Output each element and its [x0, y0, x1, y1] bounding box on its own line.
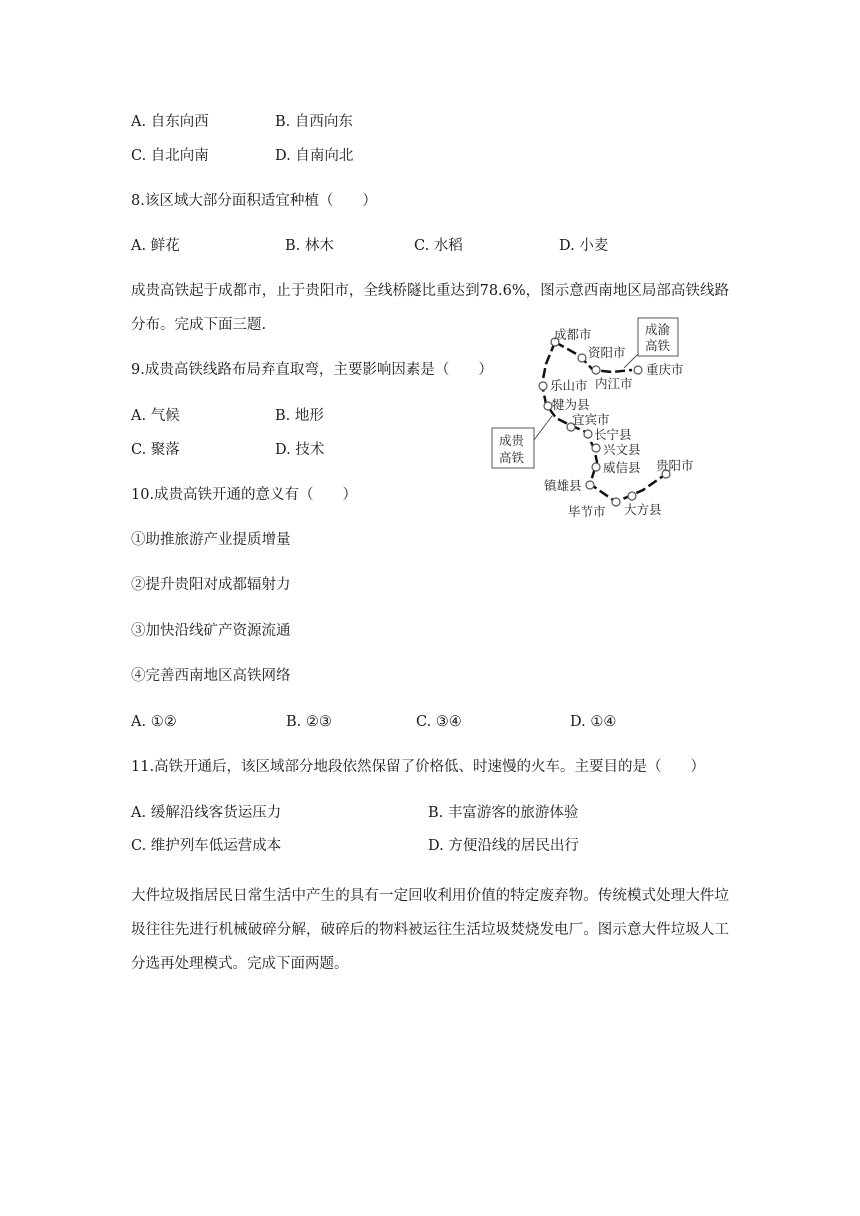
station-changning — [584, 430, 592, 438]
intro-paragraph-2: 大件垃圾指居民日常生活中产生的具有一定回收利用价值的特定废弃物。传统模式处理大件垃圾往往先进行机械破碎分解，破碎后的物料被运往生活垃圾焚烧发电厂。图示意大件垃圾人工分选再处理模式。完成下面两题。 — [131, 888, 729, 972]
chenggui-box-line2: 高铁 — [499, 450, 525, 465]
q7-option-c: C. 自北向南 — [131, 148, 209, 164]
q9-option-c: C. 聚落 — [131, 442, 180, 458]
q11-option-b: B. 丰富游客的旅游体验 — [428, 805, 579, 821]
label-neijiang: 内江市 — [595, 376, 633, 391]
railway-map — [490, 312, 710, 522]
q8-stem: 8.该区域大部分面积适宜种植（ ） — [131, 193, 377, 209]
q9-stem: 9.成贵高铁线路布局弃直取弯，主要影响因素是（ ） — [131, 362, 493, 378]
q11-stem: 11.高铁开通后，该区域部分地段依然保留了价格低、时速慢的火车。主要目的是（ ） — [131, 759, 706, 775]
label-bijie: 毕节市 — [568, 504, 606, 519]
q10-statement-3: ③加快沿线矿产资源流通 — [131, 623, 291, 639]
label-yibin: 宜宾市 — [572, 412, 610, 427]
q10-statement-2: ②提升贵阳对成都辐射力 — [131, 577, 291, 593]
station-leshan — [539, 382, 547, 390]
label-changning: 长宁县 — [594, 427, 632, 442]
label-weixin: 威信县 — [603, 460, 641, 475]
q11-option-c: C. 维护列车低运营成本 — [131, 838, 282, 854]
q10-option-d: D. ①④ — [570, 714, 617, 730]
q9-option-b: B. 地形 — [275, 408, 324, 424]
q8-option-c: C. 水稻 — [414, 238, 463, 254]
station-bijie — [612, 498, 620, 506]
station-jianwei — [544, 402, 552, 410]
label-ziyang: 资阳市 — [588, 345, 626, 360]
label-leshan: 乐山市 — [550, 378, 588, 393]
q10-option-c: C. ③④ — [416, 714, 462, 730]
label-chengdu: 成都市 — [554, 327, 592, 342]
q9-option-d: D. 技术 — [275, 442, 325, 458]
station-weixin — [592, 463, 600, 471]
label-xingwen: 兴文县 — [603, 442, 641, 457]
station-neijiang — [592, 366, 600, 374]
q11-option-d: D. 方便沿线的居民出行 — [428, 838, 579, 854]
station-chongqing — [634, 366, 642, 374]
chengyu-box-line2: 高铁 — [645, 338, 671, 353]
q7-option-b: B. 自西向东 — [275, 114, 353, 130]
label-dafang: 大方县 — [624, 502, 662, 517]
label-chongqing: 重庆市 — [646, 362, 684, 377]
station-ziyang — [578, 354, 586, 362]
intro-paragraph-1: 成贵高铁起于成都市，止于贵阳市，全线桥隧比重达到78.6%，图示意西南地区局部高铁线路分布。完成下面三题. — [131, 283, 729, 333]
station-zhenxiong — [586, 481, 594, 489]
q10-statement-4: ④完善西南地区高铁网络 — [131, 668, 291, 684]
station-xingwen — [592, 444, 600, 452]
q10-option-a: A. ①② — [131, 714, 177, 730]
q11-option-a: A. 缓解沿线客货运压力 — [131, 805, 282, 821]
station-dafang — [628, 492, 636, 500]
q8-option-d: D. 小麦 — [559, 238, 609, 254]
q10-option-b: B. ②③ — [286, 714, 332, 730]
chenggui-box-line1: 成贵 — [499, 433, 525, 448]
q7-option-a: A. 自东向西 — [131, 114, 209, 130]
q10-stem: 10.成贵高铁开通的意义有（ ） — [131, 487, 358, 503]
q10-statement-1: ①助推旅游产业提质增量 — [131, 532, 291, 548]
label-guiyang: 贵阳市 — [656, 458, 694, 473]
q8-option-a: A. 鲜花 — [131, 238, 180, 254]
q9-option-a: A. 气候 — [131, 408, 180, 424]
chengyu-box-line1: 成渝 — [645, 322, 671, 337]
label-zhenxiong: 镇雄县 — [544, 478, 582, 493]
q8-option-b: B. 林木 — [285, 238, 334, 254]
label-jianwei: 犍为县 — [552, 397, 590, 412]
q7-option-d: D. 自南向北 — [275, 148, 354, 164]
